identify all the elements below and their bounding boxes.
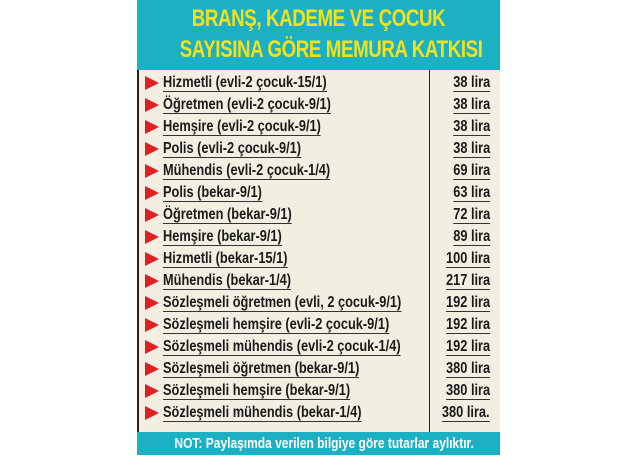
row-label: Hizmetli (evli-2 çocuk-15/1) [163,74,327,91]
table-row [139,205,500,226]
arrow-bullet-icon [145,252,159,266]
row-label: Sözleşmeli mühendis (bekar-1/4) [163,404,362,421]
row-value: 192 lira [445,338,490,355]
row-label: Hemşire (evli-2 çocuk-9/1) [163,118,321,135]
arrow-bullet-icon [145,164,159,178]
title-line-2: SAYISINA GÖRE MEMURA KATKISI [179,36,483,63]
row-label: Sözleşmeli mühendis (evli-2 çocuk-1/4) [163,338,401,355]
row-value: 217 lira [445,272,490,289]
row-value: 380 lira [445,382,490,399]
footer-note [137,432,500,455]
arrow-bullet-icon [145,296,159,310]
arrow-bullet-icon [145,142,159,156]
row-value: 380 lira. [442,404,490,421]
arrow-bullet-icon [145,318,159,332]
row-value: 72 lira [452,206,490,223]
row-value: 38 lira [452,140,490,157]
arrow-bullet-icon [145,274,159,288]
row-value: 192 lira [445,316,490,333]
row-value: 89 lira [452,228,490,245]
footer-text: NOT: Paylaşımda verilen bilgiye göre tutarlar aylıktır. [174,435,474,452]
row-label: Hemşire (bekar-9/1) [163,228,282,245]
row-label: Sözleşmeli hemşire (evli-2 çocuk-9/1) [163,316,390,333]
table-row [139,95,500,116]
arrow-bullet-icon [145,120,159,134]
table-row [139,293,500,314]
table-row [139,315,500,336]
row-label: Polis (bekar-9/1) [163,184,262,201]
table-row [139,227,500,248]
table-row [139,249,500,270]
infographic-panel [137,0,500,455]
row-label: Sözleşmeli öğretmen (bekar-9/1) [163,360,360,377]
table-row [139,117,500,138]
table-row [139,359,500,380]
arrow-bullet-icon [145,340,159,354]
arrow-bullet-icon [145,186,159,200]
row-label: Sözleşmeli hemşire (bekar-9/1) [163,382,351,399]
arrow-bullet-icon [145,230,159,244]
table-row [139,271,500,292]
row-value: 38 lira [452,74,490,91]
table-row [139,73,500,94]
row-value: 192 lira [445,294,490,311]
row-label: Öğretmen (evli-2 çocuk-9/1) [163,96,331,113]
row-value: 38 lira [452,118,490,135]
arrow-bullet-icon [145,384,159,398]
row-value: 380 lira [445,360,490,377]
table-body [137,70,500,432]
row-value: 63 lira [452,184,490,201]
table-row [139,337,500,358]
row-label: Hizmetli (bekar-15/1) [163,250,288,267]
table-row [139,381,500,402]
table-row [139,403,500,424]
arrow-bullet-icon [145,406,159,420]
row-label: Sözleşmeli öğretmen (evli, 2 çocuk-9/1) [163,294,402,311]
row-label: Mühendis (evli-2 çocuk-1/4) [163,162,331,179]
row-label: Öğretmen (bekar-9/1) [163,206,292,223]
row-value: 100 lira [445,250,490,267]
row-value: 38 lira [452,96,490,113]
row-label: Polis (evli-2 çocuk-9/1) [163,140,302,157]
header [137,0,500,70]
row-value: 69 lira [452,162,490,179]
arrow-bullet-icon [145,362,159,376]
title-line-1: BRANŞ, KADEME VE ÇOCUK [191,5,446,32]
table-row [139,161,500,182]
table-row [139,183,500,204]
table-row [139,139,500,160]
arrow-bullet-icon [145,98,159,112]
row-label: Mühendis (bekar-1/4) [163,272,292,289]
arrow-bullet-icon [145,76,159,90]
arrow-bullet-icon [145,208,159,222]
